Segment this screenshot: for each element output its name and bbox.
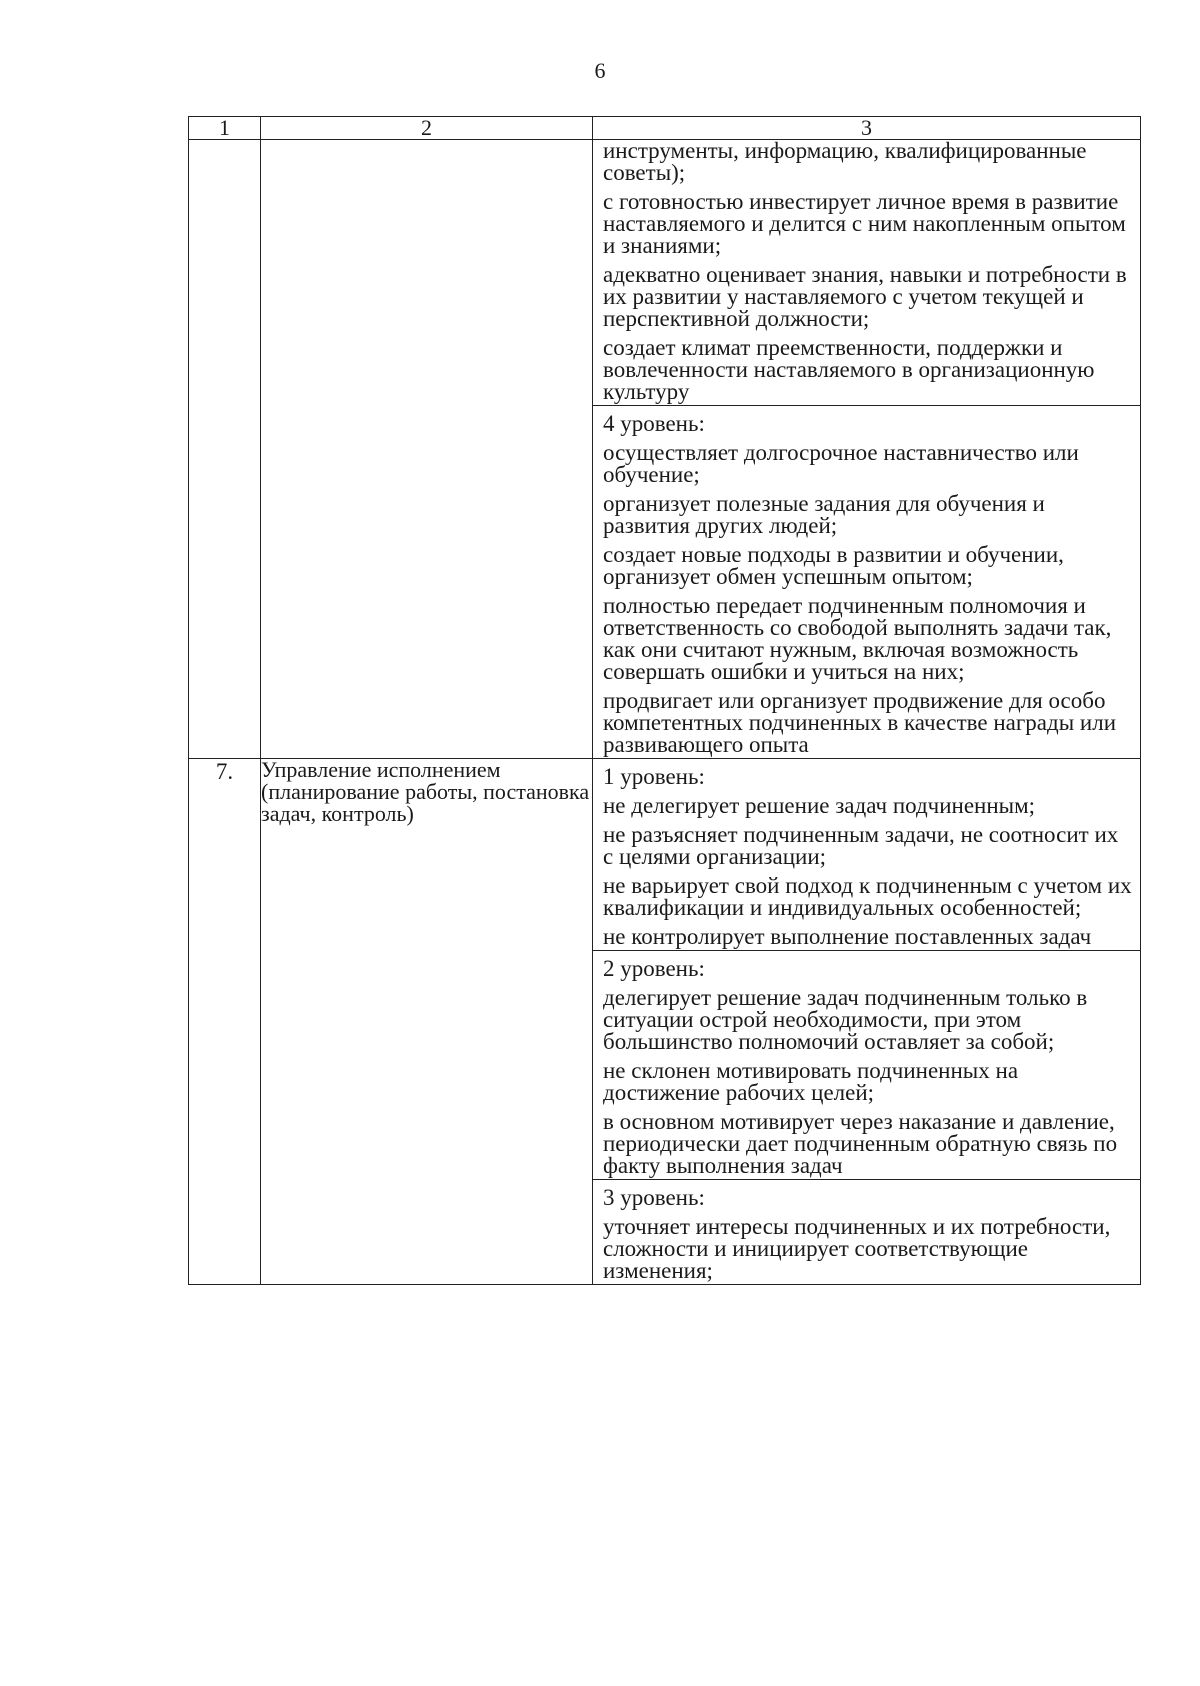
header-row bbox=[189, 117, 1141, 140]
number-cell-empty bbox=[189, 140, 261, 759]
list-item: полностью передает подчиненным полномочия и ответственность со свободой выполнять задачи так, как они считают нужным, включая возможность совершать ошибки и учиться на них; bbox=[603, 593, 1112, 684]
list-item: не контролирует выполнение поставленных задач bbox=[603, 924, 1092, 949]
list-item: адекватно оценивает знания, навыки и потребности в их развитии у наставляемого с учетом текущей и перспективной должности; bbox=[603, 262, 1127, 331]
list-item: создает климат преемственности, поддержки и вовлеченности наставляемого в организационную культуру bbox=[603, 335, 1095, 404]
list-item: не варьирует свой подход к подчиненным с учетом их квалификации и индивидуальных особенностей; bbox=[603, 873, 1132, 920]
level1-cell bbox=[593, 759, 1141, 951]
list-item: инструменты, информацию, квалифицированные советы); bbox=[603, 138, 1087, 185]
level-title: 4 уровень: bbox=[603, 411, 705, 436]
level2-cell bbox=[593, 951, 1141, 1180]
list-item: делегирует решение задач подчиненным только в ситуации острой необходимости, при этом большинство полномочий оставляет за собой; bbox=[603, 985, 1088, 1054]
list-item: не склонен мотивировать подчиненных на достижение рабочих целей; bbox=[603, 1058, 1019, 1105]
page-number: 6 bbox=[594, 58, 606, 83]
level-title: 3 уровень: bbox=[603, 1185, 705, 1210]
competency-name: Управление исполнением (планирование работы, постановка задач, контроль) bbox=[261, 759, 593, 1285]
competency-table bbox=[188, 116, 1141, 1285]
name-cell-empty bbox=[261, 140, 593, 759]
header-cell-2: 2 bbox=[261, 117, 593, 140]
list-item: организует полезные задания для обучения и развития других людей; bbox=[603, 491, 1045, 538]
list-item: не делегирует решение задач подчиненным; bbox=[603, 793, 1036, 818]
list-item: с готовностью инвестирует личное время в развитие наставляемого и делится с ним накопленным опытом и знаниями; bbox=[603, 189, 1126, 258]
header-cell-1: 1 bbox=[189, 117, 261, 140]
level-title: 2 уровень: bbox=[603, 956, 705, 981]
header-cell-3: 3 bbox=[593, 117, 1141, 140]
list-item: создает новые подходы в развитии и обучении, организует обмен успешным опытом; bbox=[603, 542, 1064, 589]
table-row bbox=[189, 759, 1141, 951]
list-item: не разъясняет подчиненным задачи, не соотносит их с целями организации; bbox=[603, 822, 1119, 869]
table-row bbox=[189, 140, 1141, 406]
competency-number: 7. bbox=[189, 759, 261, 1285]
level4-cell bbox=[593, 406, 1141, 759]
list-item: уточняет интересы подчиненных и их потребности, сложности и инициирует соответствующие изменения; bbox=[603, 1214, 1111, 1283]
list-item: в основном мотивирует через наказание и давление, периодически дает подчиненным обратную связь по факту выполнения задач bbox=[603, 1109, 1118, 1178]
level-title: 1 уровень: bbox=[603, 764, 705, 789]
level3-cell bbox=[593, 1180, 1141, 1285]
list-item: осуществляет долгосрочное наставничество или обучение; bbox=[603, 440, 1079, 487]
level3-continued-cell bbox=[593, 140, 1141, 406]
list-item: продвигает или организует продвижение для особо компетентных подчиненных в качестве награды или развивающего опыта bbox=[603, 688, 1117, 757]
